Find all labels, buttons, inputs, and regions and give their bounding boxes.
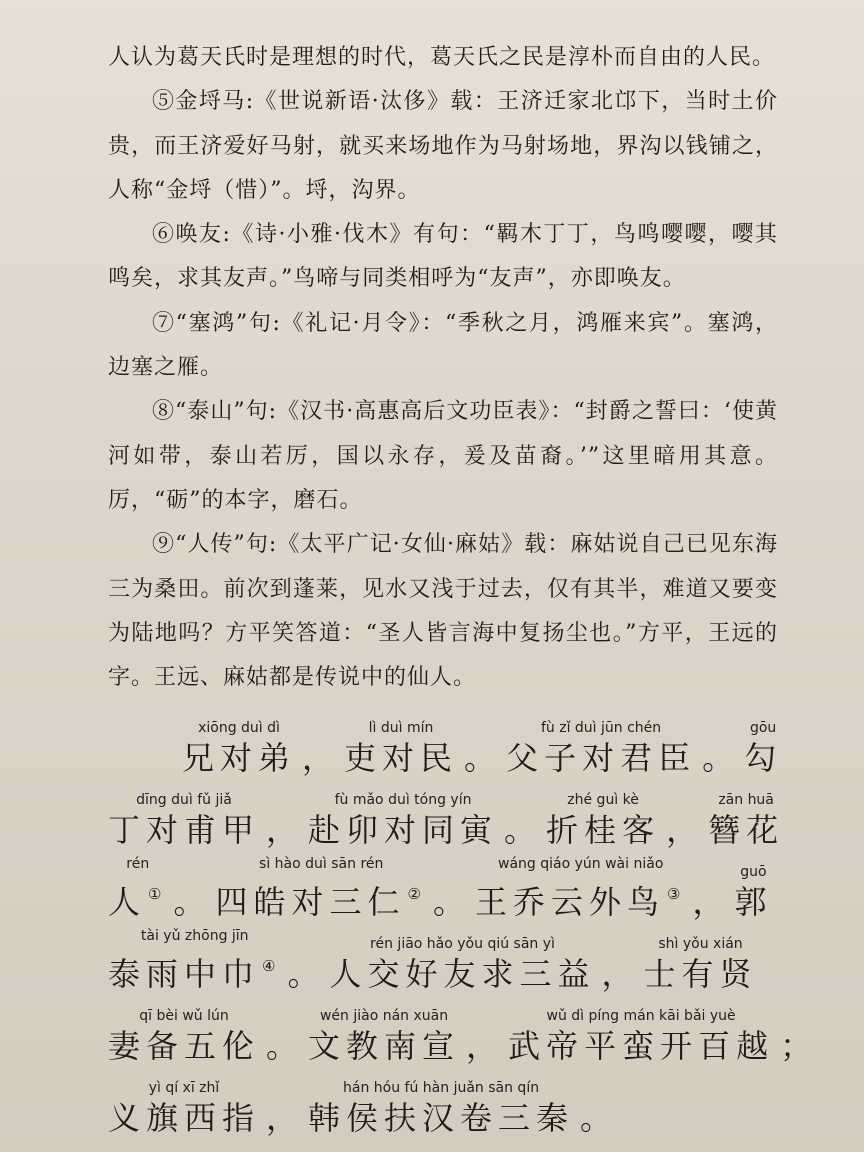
pinyin: fù mǎo duì tóng yín	[334, 792, 472, 808]
verse-section	[108, 708, 813, 1140]
punctuation: 。	[287, 955, 320, 993]
hanzi: 人 ①	[108, 883, 168, 921]
pinyin: wáng qiáo yún wài niǎo	[498, 856, 664, 872]
hanzi: 士有贤	[643, 955, 758, 993]
footnote-marker: ①	[148, 885, 168, 903]
punctuation: ，	[601, 955, 634, 993]
hanzi: 武帝平蛮开百越	[508, 1027, 775, 1065]
hanzi: 父子对君臣	[506, 739, 697, 777]
verse-phrase	[708, 792, 784, 852]
punctuation: ，	[266, 1099, 299, 1137]
punctuation: ，	[466, 1027, 499, 1065]
hanzi: 泰雨中巾 ④	[108, 955, 282, 993]
verse-phrase	[108, 792, 260, 852]
note-paragraph: ⑥唤友:《诗·小雅·伐木》有句：“羁木丁丁，鸟鸣嘤嘤，嘤其鸣矣，求其友声。”鸟啼与同类相呼为“友声”，亦即唤友。	[108, 222, 778, 292]
verse-line	[108, 780, 808, 852]
verse-phrase	[108, 1080, 260, 1140]
footnotes-section	[108, 36, 778, 700]
hanzi: 簪花	[708, 811, 785, 849]
hanzi: 义旗西指	[108, 1099, 261, 1137]
verse-phrase	[329, 936, 595, 996]
punctuation: ，	[666, 811, 699, 849]
pinyin: qī bèi wǔ lún	[139, 1008, 229, 1024]
note-paragraph: ⑤金埒马:《世说新语·汰侈》载：王济迁家北邙下，当时土价贵，而王济爱好马射，就买来场地作为马射场地，界沟以钱铺之，人称“金埒（惜）”。埒，沟界。	[108, 89, 778, 203]
verse-phrase	[182, 720, 296, 780]
verse-phrase	[506, 720, 696, 780]
hanzi: 郭	[734, 883, 773, 921]
hanzi: 吏对民	[344, 739, 459, 777]
punctuation: ，	[692, 883, 725, 921]
verse-phrase	[475, 856, 686, 924]
note-paragraph: ⑦“塞鸿”句:《礼记·月令》：“季秋之月，鸿雁来宾”。塞鸿，边塞之雁。	[108, 310, 778, 381]
footnote-marker: ④	[262, 957, 282, 975]
pinyin: fù zǐ duì jūn chén	[540, 720, 662, 736]
pinyin: gōu	[749, 720, 777, 736]
punctuation: 。	[464, 739, 497, 777]
hanzi: 赴卯对同寅	[308, 811, 499, 849]
verse-line	[108, 1068, 808, 1140]
punctuation: 。	[702, 739, 735, 777]
verse-line	[108, 708, 808, 780]
verse-line	[108, 852, 808, 924]
punctuation: 。	[173, 883, 206, 921]
hanzi: 丁对甫甲	[108, 811, 261, 849]
punctuation: ；	[780, 1027, 813, 1065]
verse-phrase	[308, 1080, 574, 1140]
hanzi: 文教南宣	[308, 1027, 461, 1065]
pinyin: guō	[740, 864, 767, 880]
pinyin: shì yǒu xián	[658, 936, 743, 952]
note-paragraph: ⑧“泰山”句:《汉书·高惠高后文功臣表》：“封爵之誓曰：‘使黄河如带，泰山若厉，国以永存，爰及苗裔。’”这里暗用其意。厉，“砺”的本字，磨石。	[108, 399, 778, 513]
pinyin: xiōng duì dì	[198, 720, 280, 736]
pinyin: zhé guì kè	[567, 792, 639, 808]
pinyin: hán hóu fú hàn juǎn sān qín	[343, 1080, 540, 1096]
hanzi: 勾	[744, 739, 783, 777]
verse-phrase	[344, 720, 458, 780]
hanzi: 人交好友求三益	[329, 955, 596, 993]
punctuation: 。	[504, 811, 537, 849]
pinyin: sì hào duì sān rén	[259, 856, 384, 872]
footnote-marker: ②	[407, 885, 427, 903]
pinyin: wǔ dì píng mán kāi bǎi yuè	[546, 1008, 736, 1024]
pinyin: tài yǔ zhōng jīn	[140, 928, 249, 944]
note-paragraph: 人认为葛天氏时是理想的时代，葛天氏之民是淳朴而自由的人民。	[108, 45, 776, 70]
verse-phrase	[108, 1008, 260, 1068]
hanzi: 四皓对三仁 ②	[215, 883, 427, 921]
verse-line	[108, 924, 808, 996]
verse-phrase	[644, 936, 758, 996]
punctuation: 。	[432, 883, 465, 921]
hanzi: 韩侯扶汉卷三秦	[308, 1099, 575, 1137]
verse-phrase	[734, 864, 772, 924]
footnote-marker: ③	[666, 885, 687, 903]
hanzi: 兄对弟	[182, 739, 297, 777]
pinyin: rén jiāo hǎo yǒu qiú sān yì	[370, 936, 555, 952]
verse-line	[108, 996, 813, 1068]
verse-phrase	[308, 1008, 460, 1068]
punctuation: ，	[266, 811, 299, 849]
pinyin: zān huā	[718, 792, 774, 808]
verse-phrase	[508, 1008, 774, 1068]
verse-phrase	[308, 792, 498, 852]
note-paragraph: ⑨“人传”句:《太平广记·女仙·麻姑》载：麻姑说自己已见东海三为桑田。前次到蓬莱，见水又浅于过去，仅有其半，难道又要变为陆地吗？方平笑答道：“圣人皆言海中复扬尘也。”方平，王远的字。王远、麻姑都是传说中的仙人。	[108, 532, 778, 691]
punctuation: ，	[302, 739, 335, 777]
pinyin: wén jiào nán xuān	[319, 1008, 449, 1024]
verse-phrase	[744, 720, 782, 780]
punctuation: 。	[266, 1027, 299, 1065]
pinyin: lì duì mín	[368, 720, 434, 736]
pinyin: yì qí xī zhǐ	[148, 1080, 220, 1096]
pinyin: dīng duì fǔ jiǎ	[136, 792, 232, 808]
verse-phrase	[215, 856, 426, 924]
hanzi: 王乔云外鸟 ③	[474, 883, 687, 921]
verse-phrase	[108, 856, 167, 924]
verse-phrase	[546, 792, 660, 852]
pinyin: rén	[126, 856, 150, 872]
verse-phrase	[108, 928, 281, 996]
hanzi: 折桂客	[546, 811, 661, 849]
hanzi: 妻备五伦	[108, 1027, 261, 1065]
punctuation: 。	[580, 1099, 613, 1137]
